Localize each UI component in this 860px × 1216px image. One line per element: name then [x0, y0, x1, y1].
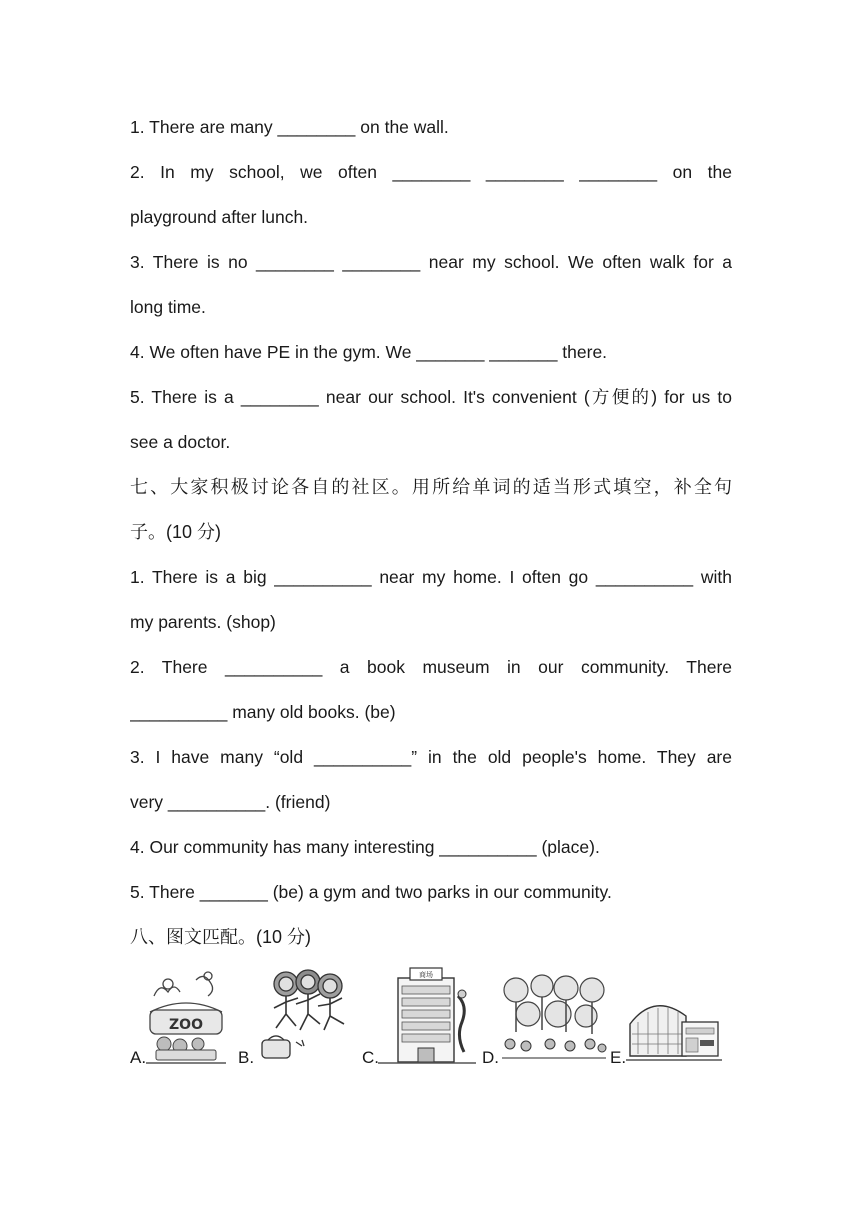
- s6-question-1: 1. There are many ________ on the wall.: [130, 117, 449, 137]
- section8-heading: 八、图文匹配。(10 分): [130, 927, 312, 947]
- s7-question-1-line-2: my parents. (shop): [130, 612, 276, 632]
- worksheet: [130, 105, 732, 960]
- s6-question-5-line-2: see a doctor.: [130, 432, 231, 452]
- shopping-mall-picture-icon: [378, 966, 476, 1066]
- s7-question-3-line-2: very __________. (friend): [130, 792, 331, 812]
- s6-question-2-line-1: 2. In my school, we often ________ ________ ________ on the: [130, 162, 732, 182]
- running-kids-picture-icon: [256, 962, 356, 1066]
- option-b-label: B.: [238, 1048, 255, 1067]
- svg-text:ZOO: ZOO: [169, 1017, 203, 1033]
- option-e: [610, 962, 730, 1072]
- park-picture-icon: [500, 974, 610, 1066]
- mall-sign-text: 商场: [419, 971, 433, 979]
- option-c-label: C.: [362, 1048, 379, 1067]
- s6-question-4: 4. We often have PE in the gym. We _______ _______ there.: [130, 342, 608, 362]
- picture-matching-row: [130, 962, 730, 1072]
- option-c: [362, 962, 482, 1072]
- s7-question-1-line-1: 1. There is a big __________ near my home. I often go __________ with: [130, 567, 732, 587]
- option-e-label: E.: [610, 1048, 627, 1067]
- zoo-picture-icon: [146, 966, 226, 1066]
- section7-heading-line-2: 子。(10 分): [130, 522, 222, 542]
- s6-question-3-line-1: 3. There is no ________ ________ near my school. We often walk for a: [130, 252, 732, 272]
- option-a: [130, 962, 238, 1072]
- s7-question-3-line-1: 3. I have many “old __________” in the old people's home. They are: [130, 747, 732, 767]
- option-d-label: D.: [482, 1048, 499, 1067]
- s6-question-5-line-1: 5. There is a ________ near our school. It's convenient (方便的) for us to: [130, 387, 732, 407]
- gym-picture-icon: [626, 994, 722, 1066]
- option-b: [238, 962, 362, 1072]
- s6-question-2-line-2: playground after lunch.: [130, 207, 309, 227]
- s7-question-5: 5. There _______ (be) a gym and two parks in our community.: [130, 882, 612, 902]
- s7-question-2-line-1: 2. There __________ a book museum in our community. There: [130, 657, 732, 677]
- option-d: [482, 962, 610, 1072]
- option-a-label: A.: [130, 1048, 147, 1067]
- section7-heading-line-1: 七、大家积极讨论各自的社区。用所给单词的适当形式填空，补全句: [130, 477, 732, 497]
- s6-question-3-line-2: long time.: [130, 297, 206, 317]
- s7-question-2-line-2: __________ many old books. (be): [130, 702, 396, 722]
- s7-question-4: 4. Our community has many interesting __________ (place).: [130, 837, 600, 857]
